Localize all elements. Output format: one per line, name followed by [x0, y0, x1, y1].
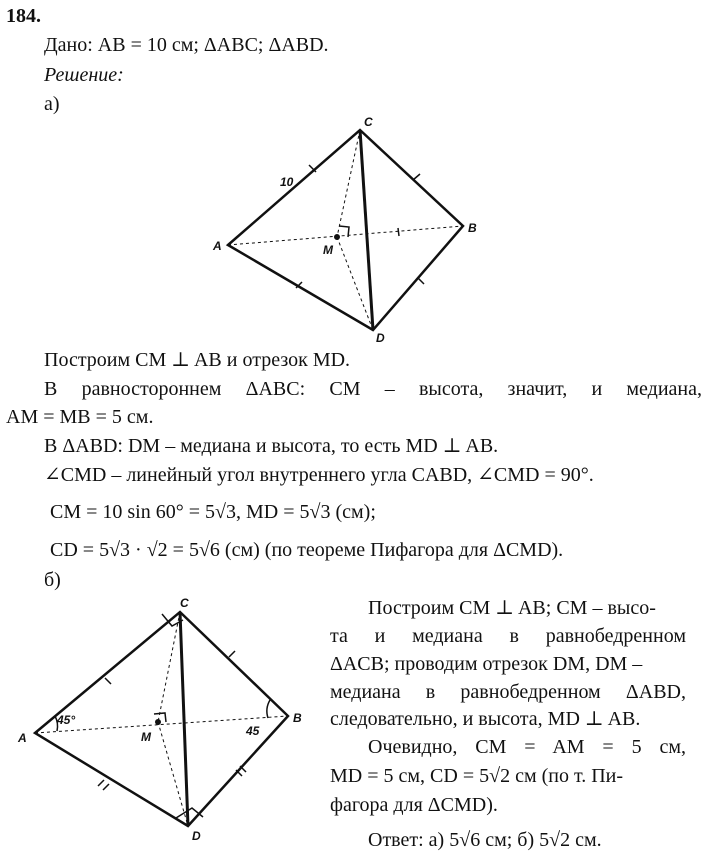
part-a-line: AM = MB = 5 см. — [6, 406, 154, 428]
part-b-line: фагора для ΔCMD). — [330, 794, 498, 816]
part-a-formula: CM = 10 sin 60° = 5√3, MD = 5√3 (см); — [50, 501, 376, 523]
part-a-formula: CD = 5√3 · √2 = 5√6 (см) (по теореме Пифагора для ΔCMD). — [50, 539, 564, 561]
figure-a — [228, 130, 463, 330]
answer-line: Ответ: а) 5√6 см; б) 5√2 см. — [368, 829, 602, 851]
solution-heading: Решение: — [44, 64, 124, 86]
fig-b-angle-a: 45° — [57, 713, 76, 727]
fig-a-label-b: B — [468, 221, 477, 235]
fig-b-label-a: A — [18, 731, 27, 745]
fig-b-label-d: D — [192, 829, 201, 843]
fig-a-label-c: C — [364, 115, 373, 129]
fig-b-angle-b: 45 — [246, 724, 260, 738]
fig-b-label-m: M — [141, 730, 151, 744]
part-b-line: медиана в равнобедренном ΔABD, — [330, 681, 686, 703]
fig-a-label-d: D — [376, 331, 385, 345]
part-a-label: а) — [44, 93, 60, 115]
given-text: Дано: AB = 10 см; ΔABC; ΔABD. — [44, 34, 329, 56]
fig-b-label-b: B — [293, 711, 302, 725]
part-a-line: ∠CMD – линейный угол внутреннего угла CABD, ∠CMD = 90°. — [44, 464, 594, 486]
fig-a-label-a: A — [213, 239, 222, 253]
part-b-line: следовательно, и высота, MD ⊥ AB. — [330, 708, 641, 730]
part-b-line: ΔACB; проводим отрезок DM, DM – — [330, 653, 643, 675]
part-a-line: В равностороннем ΔABC: CM – высота, значит, и медиана, — [44, 378, 702, 400]
part-b-line: MD = 5 см, CD = 5√2 см (по т. Пи- — [330, 765, 624, 787]
fig-b-label-c: C — [180, 596, 189, 610]
part-a-line: Построим CM ⊥ AB и отрезок MD. — [44, 349, 351, 371]
fig-a-label-side: 10 — [280, 175, 294, 189]
part-b-line: Очевидно, CM = AM = 5 см, — [368, 736, 686, 758]
fig-a-label-m: M — [323, 243, 333, 257]
problem-number: 184. — [6, 5, 41, 27]
part-a-line: В ΔABD: DM – медиана и высота, то есть MD ⊥ AB. — [44, 435, 499, 457]
part-b-line: та и медиана в равнобедренном — [330, 625, 686, 647]
part-b-label: б) — [44, 569, 61, 591]
part-b-line: Построим CM ⊥ AB; CM – высо- — [368, 597, 656, 619]
